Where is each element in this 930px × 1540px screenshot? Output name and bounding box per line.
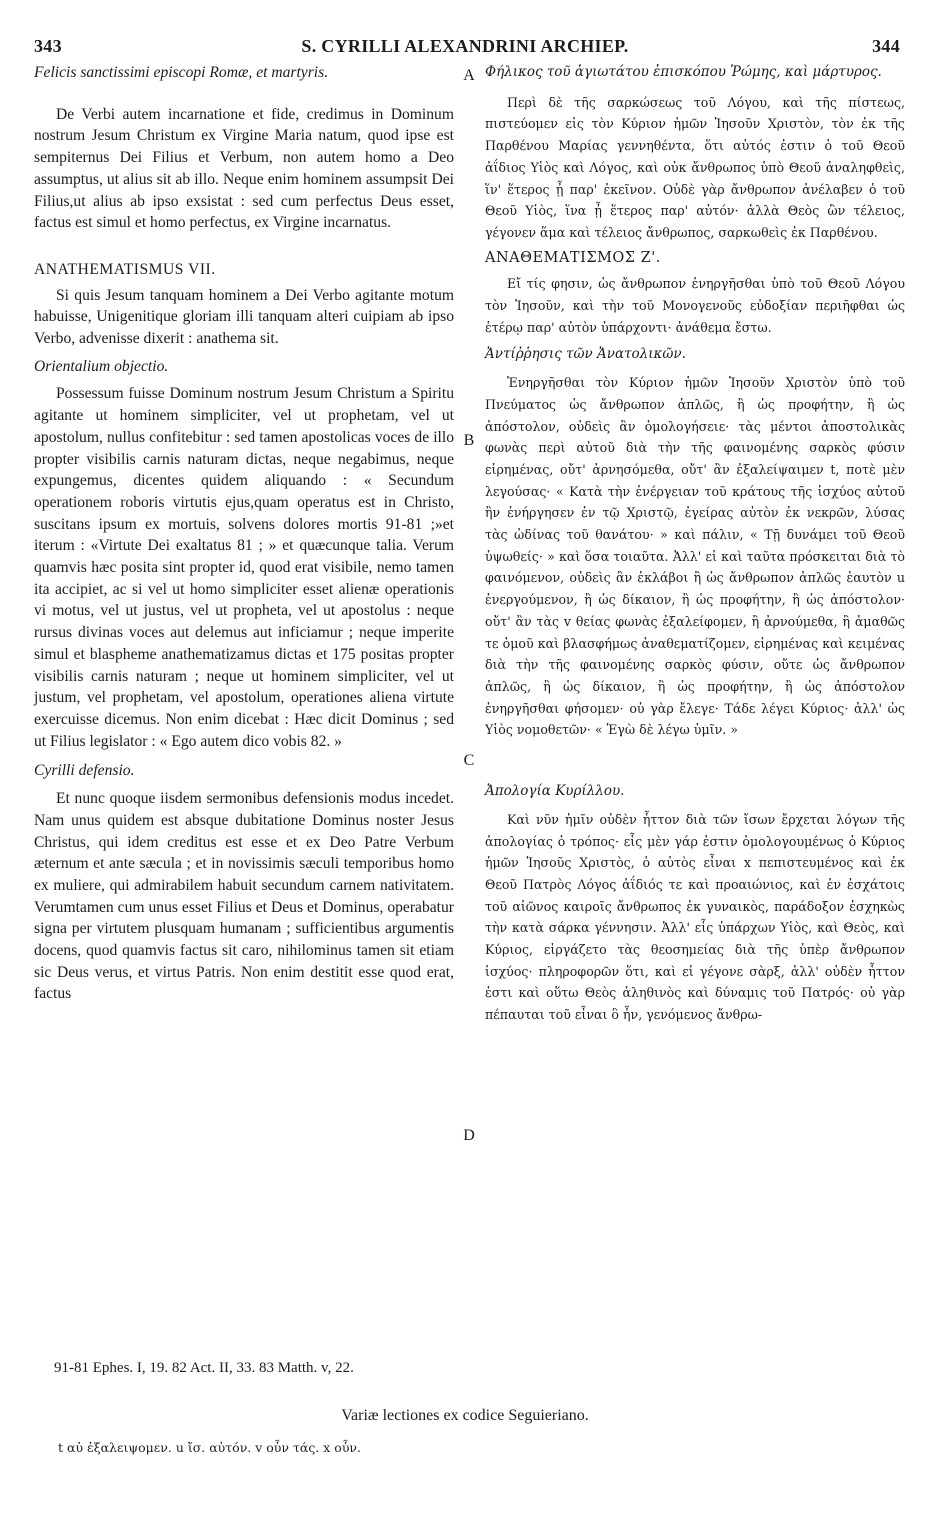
latin-paragraph-2: Si quis Jesum tanquam hominem a Dei Verbo agitante motum habuisse, Unigenitique gloriam illi tanquam alteri cuipiam ab ipso Verbo, advenisse dixerit : anathema sit.: [34, 286, 454, 348]
latin-heading: Felicis sanctissimi episcopi Romæ, et martyris.: [34, 64, 329, 81]
latin-paragraph-1: De Verbi autem incarnatione et fide, credimus in Dominum nostrum Jesum Christum ex Virgine Maria natum, quod ipse est sempiternus Dei Filius et Verbum, non autem homo a Deo assumptus, ut alius sit ab illo. Neque enim hominem assumpsit Dei Filius,ut alius ab ipso exsistat : sed cum perfectus Deus esset, factus est simul et homo perfectus, ex Virgine incarnatus.: [34, 105, 454, 232]
greek-paragraph-4: Καὶ νῦν ἡμῖν οὐδὲν ἧττον διὰ τῶν ἴσων ἔρχεται λόγων τῆς ἀπολογίας ὁ τρόπος· εἷς μὲν γάρ ἐστιν ὁμολογουμένως ὁ Κύριος ἡμῶν Ἰησοῦς Χριστὸς, ὁ αὐτὸς εἶναι x πεπιστευμένος καὶ ἐκ Θεοῦ Πατρὸς Λόγος ἀΐδιός τε καὶ προαιώνιος, καὶ ἐν ἐσχάτοις τοῦ αἰῶνος καιροῖς ἄνθρωπος ἐκ γυναικὸς, παράδοξον ἐσχηκὼς τὴν κατὰ σάρκα γέννησιν. Ἀλλ' εἷς ὑπάρχων Υἱὸς, καὶ Θεὸς, καὶ Κύριος, εἰργάζετο τὰς θεοσημείας διὰ τῆς ὑπὲρ ἄνθρωπον ἰσχύος· πληροφορῶν ὅτι, καὶ εἰ γέγονε σὰρξ, ἀλλ' οὐδὲν ἧττον ἐστι καὶ οὕτω Θεὸς ἀληθινὸς καὶ δύναμις τοῦ Πατρός· οὐ γὰρ πέπαυται τοῦ εἶναι ὃ ἦν, γενόμενος ἄνθρω-: [485, 811, 905, 1023]
footnotes: 91-81 Ephes. I, 19. 82 Act. II, 33. 83 Matth. v, 22.: [54, 1360, 354, 1376]
greek-antirrhesis-heading: Ἀντίῤῥησις τῶν Ἀνατολικῶν.: [485, 346, 686, 363]
page-number-right: 344: [872, 36, 900, 56]
latin-paragraph-4: Et nunc quoque iisdem sermonibus defensionis modus incedet. Nam unus quidem est absque dubitatione Dominus noster Jesus Christus, qui idem creditus est esse et ex Deo Patre Verbum æternum et ante sæcula ; et in novissimis sæculi temporibus homo ex muliere, qui admirabilem habuit secundum carnem nativitatem. Verumtamen cum unus esset Filius et Deus et Dominus, operabatur signa per virtutem plusquam humanam ; sufficientibus argumentis docens, quod quamvis factus sit caro, nihilominus tamen sit etiam sic Deus verus, et virtus Patris. Non enim destitit esse quod erat, factus: [34, 790, 454, 1003]
running-title: S. CYRILLI ALEXANDRINI ARCHIEP.: [301, 36, 629, 56]
greek-anathematismus-heading: ΑΝΑΘΕΜΑΤΙΣΜΟΣ Ζ'.: [485, 249, 661, 266]
greek-apologia-heading: Ἀπολογία Κυρίλλου.: [485, 783, 625, 800]
greek-paragraph-2: Εἴ τίς φησιν, ὡς ἄνθρωπον ἐνηργῆσθαι ὑπὸ τοῦ Θεοῦ Λόγου τὸν Ἰησοῦν, καὶ τὴν τοῦ Μονογενοῦς εὐδοξίαν περιῆφθαι ὡς ἑτέρῳ παρ' αὐτὸν ὑπάρχοντι· ἀνάθεμα ἔστω.: [485, 276, 905, 335]
margin-letter-a: A: [463, 67, 475, 84]
greek-paragraph-1: Περὶ δὲ τῆς σαρκώσεως τοῦ Λόγου, καὶ τῆς πίστεως, πιστεύομεν εἰς τὸν Κύριον ἡμῶν Ἰησοῦν Χριστὸν, τὸν ἐκ τῆς Παρθένου Μαρίας γεννηθέντα, ὅτι αὐτός ἐστιν ὁ τοῦ Θεοῦ ἀΐδιος Υἱὸς καὶ Λόγος, καὶ οὐκ ἄνθρωπος ὑπὸ Θεοῦ ἀναληφθεὶς, ἵν' ἕτερος ᾖ παρ' ἐκεῖνον. Οὐδὲ γὰρ ἄνθρωπον ἀνέλαβεν ὁ τοῦ Θεοῦ Υἱὸς, ἵνα ᾖ ἕτερος παρ' αὐτόν· ἀλλὰ Θεὸς ὢν τέλειος, γέγονεν ἅμα καὶ τέλειος ἄνθρωπος, σαρκωθεὶς ἐκ Παρθένου.: [485, 94, 905, 240]
latin-orientalium-heading: Orientalium objectio.: [34, 357, 169, 375]
margin-letter-c: C: [463, 752, 475, 769]
latin-anathematismus-heading: ANATHEMATISMUS VII.: [34, 260, 216, 278]
greek-paragraph-3: Ἐνηργῆσθαι τὸν Κύριον ἡμῶν Ἰησοῦν Χριστὸν ὑπὸ τοῦ Πνεύματος ὡς ἄνθρωπον ἁπλῶς, ἢ ὡς προφήτην, ἢ ὡς ἀπόστολον, οὐδεὶς ἂν ὁμολογήσειε· τὰς μέντοι ἀποστολικὰς φωνὰς περὶ αὐτοῦ διὰ τὴν τῆς φαινομένης σαρκὸς φύσιν εἰρημένας, οὔτ' ἀρνησόμεθα, οὔτ' ἂν ἐξαλείψαιμεν t, ποτὲ μὲν λεγούσας· « Κατὰ τὴν ἐνέργειαν τοῦ κράτους τῆς ἰσχύος αὐτοῦ ἣν ἐνήργησεν ἐν τῷ Χριστῷ, ἐγείρας αὐτὸν ἐκ νεκρῶν, λύσας τὰς ὠδίνας τοῦ θανάτου· » καὶ πάλιν, « Τῇ δυνάμει τοῦ Θεοῦ ὑψωθείς· » καὶ ὅσα τοιαῦτα. Ἀλλ' εἰ καὶ ταῦτα πρόσκειται διὰ τὸ φαινόμενον, οὐδεὶς ἂν ἐκλάβοι ἢ ὡς ἄνθρωπον ἁπλῶς ἑαυτὸν u ἐνεργούμενον, ἢ ὡς δίκαιον, ἢ ὡς προφήτην, ἢ ὡς ἀπόστολον· οὔτ' ἂν τὰς v θείας φωνὰς ἐξαλείφομεν, ἢ ἀρνούμεθα, ἢ ἀμαθῶς τε ὁμοῦ καὶ βλασφήμως ἀναθεματίζομεν, εἰρημένας καὶ κειμένας διὰ τὴν τῆς φαινομένης σαρκὸς φύσιν, οὔτε ὡς ἄνθρωπον ἁπλῶς, ἢ ὡς δίκαιον, ἢ ὡς προφήτην, ἢ ὡς ἀπόστολον ἐνηργῆσθαι φήσομεν· οὐ γὰρ ἔλεγε· Τάδε λέγει Κύριος· ἀλλ' ὡς Υἱὸς νομοθετῶν· « Ἐγὼ δὲ λέγω ὑμῖν. »: [485, 375, 905, 738]
variae-lectiones-list: t αὐ ἐξαλειψομεν. u ἴσ. αὐτόν. v οὖν τάς. x οὖν.: [58, 1440, 362, 1455]
margin-letter-d: D: [463, 1127, 475, 1144]
latin-cyrilli-heading: Cyrilli defensio.: [34, 762, 135, 780]
latin-paragraph-3: Possessum fuisse Dominum nostrum Jesum Christum a Spiritu agitante ut hominem simpliciter, vel ut prophetam, vel ut apostolum, nullus confitebitur : sed tamen apostolicas voces de illo propter visibilis carnis naturam dictas, neque negabimus, neque expungemus, dicentes quidem aliquando : « Secundum operationem roboris virtutis ejus,quam operatus est in Christo, suscitans ipsum ex mortuis, solvens dolores mortis 91-81 ;»et iterum : «Virtute Dei exaltatus 81 ; » et quæcunque talia. Verum quamvis hæc posita sint propter id, quod erat visibile, nemo tamen ita accipiet, ac si vel ut homo simpliciter esset alienæ operationis vi motus, vel ut justus, vel ut propheta, vel ut apostolus : neque rursus divinas voces aut delemus aut inficiamur ; neque imperite simul et blaspheme anathematizamus dictas et 175 positas propter visibilis carnis naturam ; neque ut hominem simpliciter, vel ut justum, vel prophetam, vel apostolum, operationes aliena virtute exercuisse dicemus. Non enim dicebat : Hæc dicit Dominus ; sed ut Filius legislator : « Ego autem dico vobis 82. »: [34, 385, 454, 750]
latin-column: [34, 62, 454, 1005]
greek-heading: Φήλικος τοῦ ἁγιωτάτου ἐπισκόπου Ῥώμης, καὶ μάρτυρος.: [485, 64, 882, 80]
greek-column: [485, 62, 905, 1026]
variae-lectiones-title: Variæ lectiones ex codice Seguieriano.: [341, 1407, 589, 1424]
margin-letter-b: B: [463, 432, 475, 449]
page-number-left: 343: [34, 36, 62, 56]
